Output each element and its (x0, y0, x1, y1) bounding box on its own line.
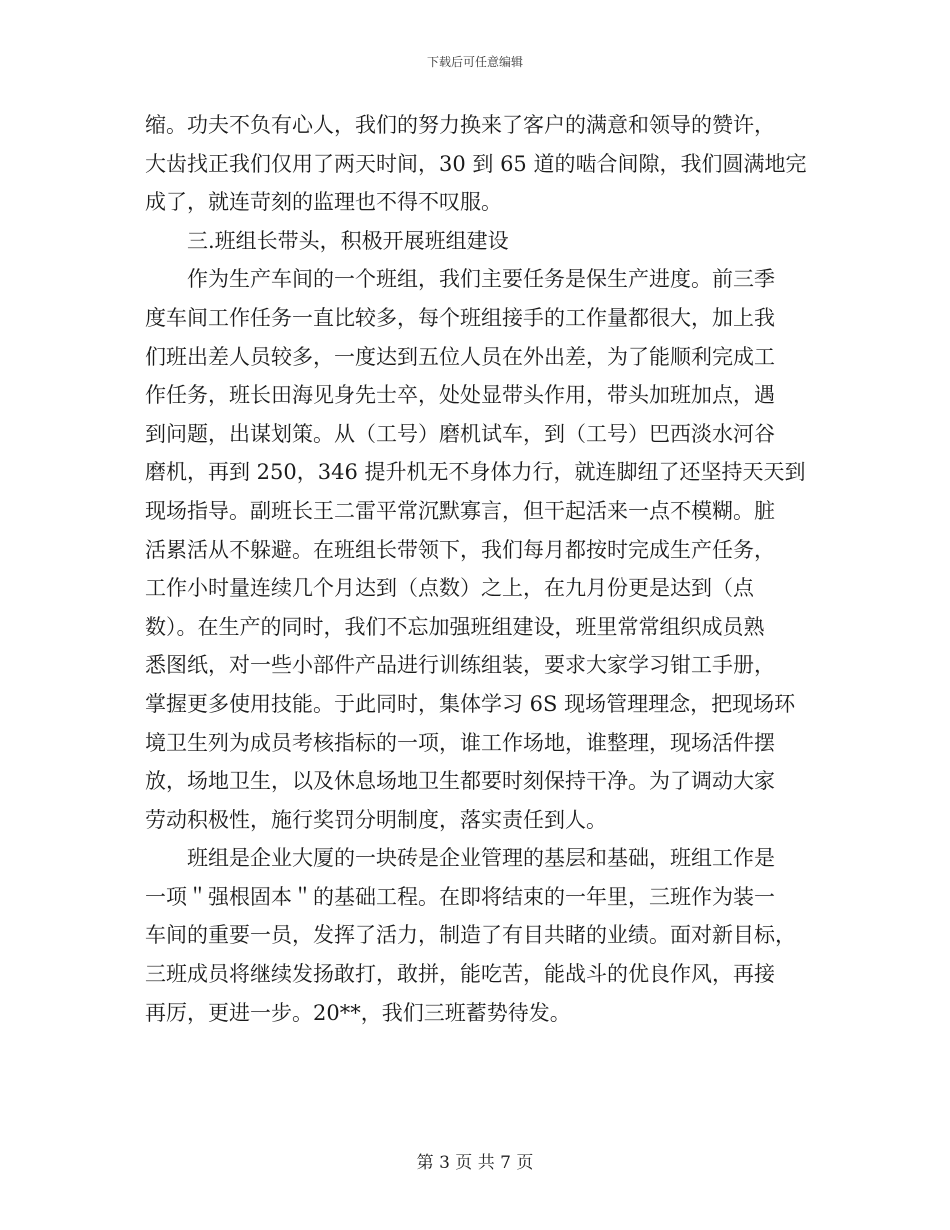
text-line: 工作小时量连续几个月达到（点数）之上，在九月份更是达到（点 (145, 576, 754, 601)
text-line: 现场指导。副班长王二雷平常沉默寡言，但干起活来一点不模糊。脏 (145, 498, 775, 523)
text-line: 成了，就连苛刻的监理也不得不叹服。 (145, 190, 502, 215)
text-line: 一项＂强根固本＂的基础工程。在即将结束的一年里，三班作为装一 (145, 884, 775, 909)
text-line: 放，场地卫生，以及休息场地卫生都要时刻保持干净。为了调动大家 (145, 769, 775, 794)
page-footer: 第 3 页 共 7 页 (416, 1153, 534, 1173)
text-line: 到问题，出谋划策。从（工号）磨机试车，到（工号）巴西淡水河谷 (145, 421, 775, 446)
page-header: 下载后可任意编辑 (426, 55, 523, 69)
text-line: 磨机，再到 250，346 提升机无不身体力行，就连脚纽了还坚持天天到 (145, 460, 806, 485)
text-line: 劳动积极性，施行奖罚分明制度，落实责任到人。 (145, 807, 607, 832)
text-line: 境卫生列为成员考核指标的一项，谁工作场地，谁整理，现场活件摆 (145, 730, 775, 755)
text-line: 三班成员将继续发扬敢打，敢拼，能吃苦，能战斗的优良作风，再接 (145, 962, 775, 987)
text-line: 再厉，更进一步。20**，我们三班蓄势待发。 (145, 1000, 571, 1025)
text-line: 班组是企业大厦的一块砖是企业管理的基层和基础，班组工作是 (187, 846, 775, 871)
text-line: 大齿找正我们仅用了两天时间，30 到 65 道的啮合间隙，我们圆满地完 (145, 151, 807, 176)
text-line: 活累活从不躲避。在班组长带领下，我们每月都按时完成生产任务， (145, 537, 775, 562)
text-line: 悉图纸，对一些小部件产品进行训练组装，要求大家学习钳工手册， (145, 653, 775, 678)
text-line: 们班出差人员较多，一度达到五位人员在外出差，为了能顺利完成工 (145, 344, 775, 369)
text-line: 作为生产车间的一个班组，我们主要任务是保生产进度。前三季 (187, 267, 775, 292)
text-line: 车间的重要一员，发挥了活力，制造了有目共睹的业绩。面对新目标， (145, 923, 796, 948)
document-body (145, 106, 807, 1032)
text-line: 数）。在生产的同时，我们不忘加强班组建设，班里常常组织成员熟 (145, 614, 765, 639)
text-line: 作任务，班长田海见身先士卒，处处显带头作用，带头加班加点，遇 (145, 383, 775, 408)
text-line: 度车间工作任务一直比较多，每个班组接手的工作量都很大，加上我 (145, 305, 775, 330)
text-line: 缩。功夫不负有心人，我们的努力换来了客户的满意和领导的赞许， (145, 113, 775, 137)
section-heading: 三.班组长带头，积极开展班组建设 (187, 228, 509, 253)
text-line: 掌握更多使用技能。于此同时，集体学习 6S 现场管理理念，把现场环 (145, 691, 796, 716)
